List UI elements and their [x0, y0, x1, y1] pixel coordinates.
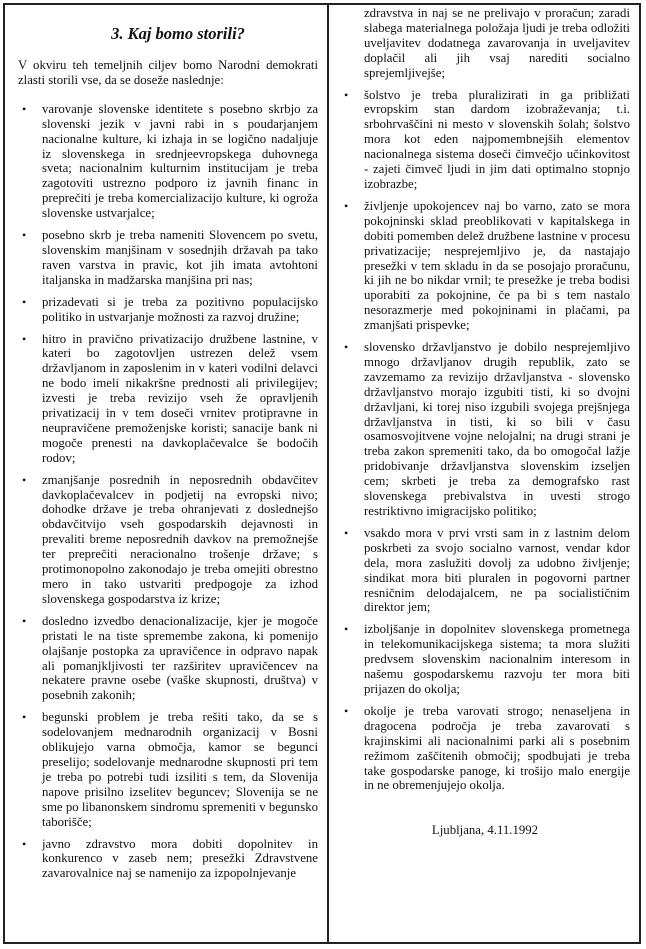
bullet-icon: • [344, 622, 349, 637]
list-item: • varovanje slovenske identitete s posebno skrbjo za slovenski jezik v javni rabi in s poudarjanjem nacionalne kulture, ki izhaja in se logično nadaljuje iz slovenskega in srednjeevropskega duhovnega sveta; nacionalnim kulturnim institucijam je treba zagotoviti ustrezno podporo iz javnih financ in preprečiti je treba komercializacijo kulture, ki ogroža slovenske ustvarjalce; [22, 101, 318, 221]
bullet-icon: • [344, 198, 349, 213]
list-item: • šolstvo je treba pluralizirati in ga približati evropskim stan dardom izobraževanja; t.i. srbohrvaščini ni mesto v slovenskih šolah; šolstvo mora kot eden najpomembnejših elementov nacionalnega sistema doseči čimvečjo učinkovitost - zajeti čimveč ljudi in jim dati optimalno stopnjo izobrazbe; [344, 87, 630, 191]
list-item: • izboljšanje in dopolnitev slovenskega prometnega in telekomunikacijskega sistema; ta mora služiti predvsem slovenskim nacionalnim interesom in našemu gospodarskemu razvoju ter mora biti prijazen do okolja; [344, 622, 630, 696]
left-column [18, 24, 318, 888]
bullet-icon: • [344, 87, 349, 102]
bullet-icon: • [344, 703, 349, 718]
bullet-icon: • [344, 340, 349, 355]
continued-text: zdravstva in naj se ne prelivajo v proračun; zaradi slabega materialnega položaja ljudi je treba odložiti uveljavitev dodatnega zavarovanja in uveljavitev doplačil ali jih vsaj narediti socialno sprejemljivejše; [364, 6, 630, 80]
list-item: • prizadevati si je treba za pozitivno populacijsko politiko in ustvarjanje možnosti za razvoj družine; [22, 294, 318, 324]
right-list [340, 88, 630, 794]
bullet-icon: • [344, 525, 349, 540]
list-item: • vsakdo mora v prvi vrsti sam in z lastnim delom poskrbeti za svojo socialno varnost, vendar kdor dela, mora zaslužiti dovolj za udobno življenje; sindikat mora biti pluralen in pogovorni partner resničnim delodajalcem, ne pa socialističnim direktor jem; [344, 525, 630, 615]
list-item: • okolje je treba varovati strogo; nenaseljena in dragocena področja je treba zavarovati s krajinskimi ali nacionalnimi parki ali s posebnim režimom zaščitenih območij; spodbujati je treba take gospodarske panoge, ki trošijo malo energije in ne obremenjujejo okolja. [344, 703, 630, 793]
right-column [340, 6, 630, 838]
column-divider [327, 3, 329, 944]
bullet-icon: • [22, 710, 27, 725]
bullet-icon: • [22, 331, 27, 346]
left-list [18, 102, 318, 881]
bullet-icon: • [22, 613, 27, 628]
bullet-icon: • [22, 836, 27, 851]
intro-paragraph: V okviru teh temeljnih ciljev bomo Narodni demokrati zlasti storili vse, da se doseže naslednje: [18, 58, 318, 88]
list-item: • begunski problem je treba rešiti tako, da se s sodelovanjem mednarodnih organizacij v Bosni oblikujejo varna območja, kamor se begunci preselijo; sodelovanje mednarodne skupnosti pri tem je treba po potrebi tudi izsiliti s tem, da Slovenija napove prisilno izselitev beguncev; Slovenija se ne sme po libanonskem sindromu spremeniti v begunsko taborišče; [22, 710, 318, 829]
list-item: • hitro in pravično privatizacijo družbene lastnine, v kateri bo zagotovljen ustrezen delež vsem državljanom in zaposlenim in v kateri vodilni delavci ne bodo imeli nikakršne prednosti ali privilegijev; izvesti je treba revizijo vseh že opravljenih privatizacij in v tem doseči vrnitev protipravne in neupravičene premoženjske koristi; sanacije bank ni mogoče prenesti na davkoplačevalce še bodočih rodov; [22, 331, 318, 465]
list-item: • javno zdravstvo mora dobiti dopolnitev in konkurenco v zaseb nem; presežki Zdravstvene zavarovalnice naj se namenijo za izpopolnjevanje [22, 836, 318, 881]
list-item: • dosledno izvedbo denacionalizacije, kjer je mogoče pristati le na tiste spremembe zakona, ki pomenijo olajšanje postopka za upravičence in odpravo napak ali pomanjkljivosti ter razširitev upravičencev na nekatere pravne osebe (vaške skupnosti, društva) v posebnih zakonih; [22, 613, 318, 703]
list-item: • slovensko državljanstvo je dobilo nesprejemljivo mnogo državljanov drugih republik, zato se zavzemamo za revizijo državljanstva - slovensko državljanstvo morajo izgubiti tisti, ki so dvojni državljani, ki torej niso izgubili svojega prejšnjega državljanstva in tisti, ki so bili v času osamosvojitvene vojne nelojalni; na drugi strani je treba zakon spremeniti tako, da bo omogočal lažje pridobivanje državljanstva slovenskim izseljen cem; skrbeti je treba za demografsko rast slovenskega prebivalstva in uvesti strogo restriktivno imigracijsko politiko; [344, 340, 630, 518]
list-item: • posebno skrb je treba nameniti Slovencem po svetu, slovenskim manjšinam v sosednjih državah pa tako raven varstva in pravic, kot jih imata avtohtoni italjanska in madžarska manjšina pri nas; [22, 228, 318, 287]
list-item: • življenje upokojencev naj bo varno, zato se mora pokojninski sklad preoblikovati v kapitalskega in dobiti pomemben delež družbene lastnine v procesu privatizacije; nesprejemljivo je, da nastajajo presežki v tem skladu in da se posojajo proračunu, ki jih ne bo nikdar vrnil; te presežke je treba bodisi uporabiti za pokojnine, če pa bi s tem nastalo nesorazmerje med pokojninami in plačami, pa zmanjšati prispevke; [344, 198, 630, 333]
section-title: 3. Kaj bomo storili? [111, 24, 245, 43]
bullet-icon: • [22, 294, 27, 309]
bullet-icon: • [22, 101, 27, 116]
bullet-icon: • [22, 472, 27, 487]
bullet-icon: • [22, 228, 27, 243]
signature-date: Ljubljana, 4.11.1992 [431, 823, 539, 838]
list-item: • zmanjšanje posrednih in neposrednih obdavčitev davkoplačevalcev in podjetij na evropski nivo; dohodke države je treba ohranjevati z doslednejšo obdavčitvijo vseh gospodarskih dejavnosti in prevaliti breme neposrednih davkov na premožnejše ter preprečiti neracionalno trošenje države; s protimonopolno zakonodajo je treba omejiti obrestno mero in tako ustvariti predpogoje za izhod slovenskega gospodarstva iz krize; [22, 472, 318, 606]
